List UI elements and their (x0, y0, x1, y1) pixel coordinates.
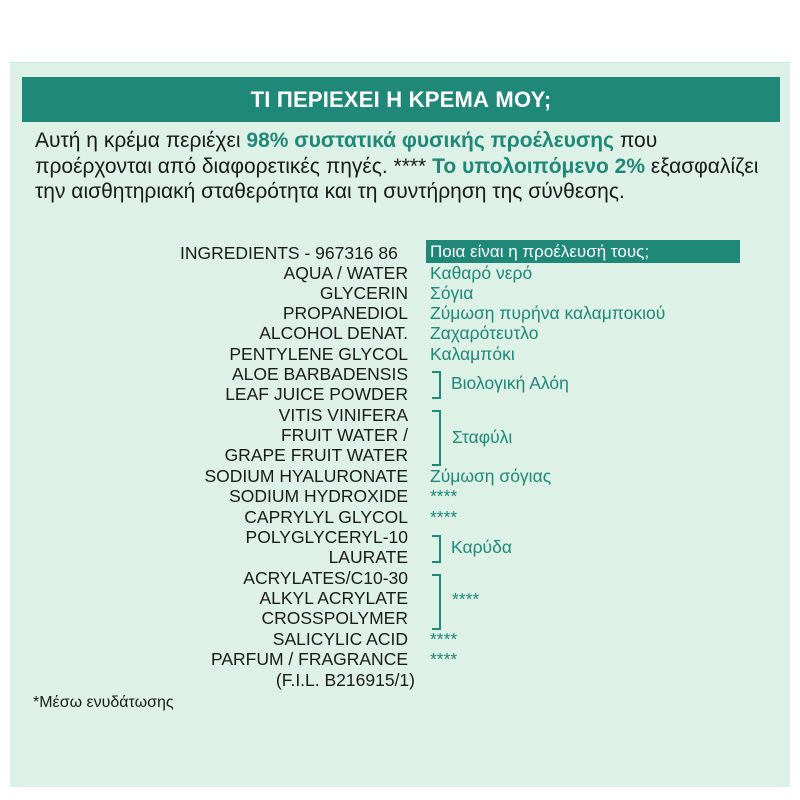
ingredients-heading: INGREDIENTS - 967316 86 (180, 243, 398, 263)
origin-polyglyceryl: Καρύδα (451, 537, 512, 557)
bracket-polyglyceryl (432, 535, 441, 563)
ingredient-line: LAURATE (328, 547, 408, 567)
origin-glycerin: Σόγια (430, 283, 474, 303)
origin-parfum: **** (430, 649, 458, 669)
ingredient-line: CROSSPOLYMER (261, 608, 408, 628)
origin-propanediol: Ζύμωση πυρήνα καλαμποκιού (430, 303, 666, 323)
origin-salicylic: **** (430, 629, 458, 649)
intro-text-3: εξασφαλίζει την αισθητηριακή σταθερότητα και τη συντήρηση της σύνθεσης. (35, 154, 759, 203)
origin-caprylyl: **** (430, 507, 458, 527)
ingredient-line: SALICYLIC ACID (272, 629, 408, 649)
origin-pentylene: Καλαμπόκι (430, 344, 515, 364)
intro-highlight-natural-origin: 98% συστατικά φυσικής προέλευσης (246, 129, 614, 152)
ingredient-line: LEAF JUICE POWDER (225, 384, 408, 404)
origin-vitis: Σταφύλι (452, 427, 513, 447)
ingredient-line: ALCOHOL DENAT. (259, 323, 408, 343)
ingredient-line: PENTYLENE GLYCOL (229, 344, 408, 364)
section-title-text: ΤΙ ΠΕΡΙΕΧΕΙ Η ΚΡΕΜΑ ΜΟΥ; (250, 86, 552, 112)
origin-hydroxide: **** (430, 486, 458, 506)
ingredient-line: AQUA / WATER (283, 263, 408, 283)
ingredient-line: (F.I.L. B216915/1) (275, 670, 415, 690)
ingredient-line: PROPANEDIOL (282, 303, 408, 323)
ingredient-line: VITIS VINIFERA (278, 405, 408, 425)
intro-text-2: που προέρχονται από διαφορετικές πηγές. **** (35, 129, 658, 178)
ingredient-line: SODIUM HYDROXIDE (229, 486, 408, 506)
origin-water: Καθαρό νερό (430, 263, 533, 283)
origin-aloe: Βιολογική Αλόη (451, 373, 569, 393)
ingredient-line: ALOE BARBADENSIS (231, 364, 408, 384)
ingredient-line: PARFUM / FRAGRANCE (210, 649, 408, 669)
ingredient-line: SODIUM HYALURONATE (204, 466, 408, 486)
ingredient-line: FRUIT WATER / (280, 425, 408, 445)
intro-text-1: Αυτή η κρέμα περιέχει (35, 129, 247, 152)
ingredient-line: ACRYLATES/C10-30 (243, 568, 408, 588)
ingredient-line: GRAPE FRUIT WATER (224, 445, 408, 465)
origin-hyaluronate: Ζύμωση σόγιας (430, 466, 552, 486)
ingredient-line: POLYGLYCERYL-10 (245, 527, 408, 547)
footnote: *Μέσω ενυδάτωσης (33, 694, 174, 711)
origin-heading (426, 240, 740, 263)
intro-highlight-remaining: Το υπολοιπόμενο 2% (432, 154, 646, 178)
bracket-vitis (432, 410, 441, 466)
intro-paragraph (35, 128, 775, 205)
ingredient-line: GLYCERIN (319, 283, 408, 303)
ingredient-line: ALKYL ACRYLATE (259, 588, 408, 608)
origin-acrylates: **** (452, 589, 480, 609)
section-title (22, 77, 780, 122)
ingredient-line: CAPRYLYL GLYCOL (244, 507, 408, 527)
origin-heading-text: Ποια είναι η προέλευσή τους; (430, 241, 650, 261)
bracket-acrylates (432, 574, 441, 630)
origin-alcohol: Ζαχαρότευτλο (430, 323, 539, 343)
bracket-aloe (432, 371, 441, 399)
